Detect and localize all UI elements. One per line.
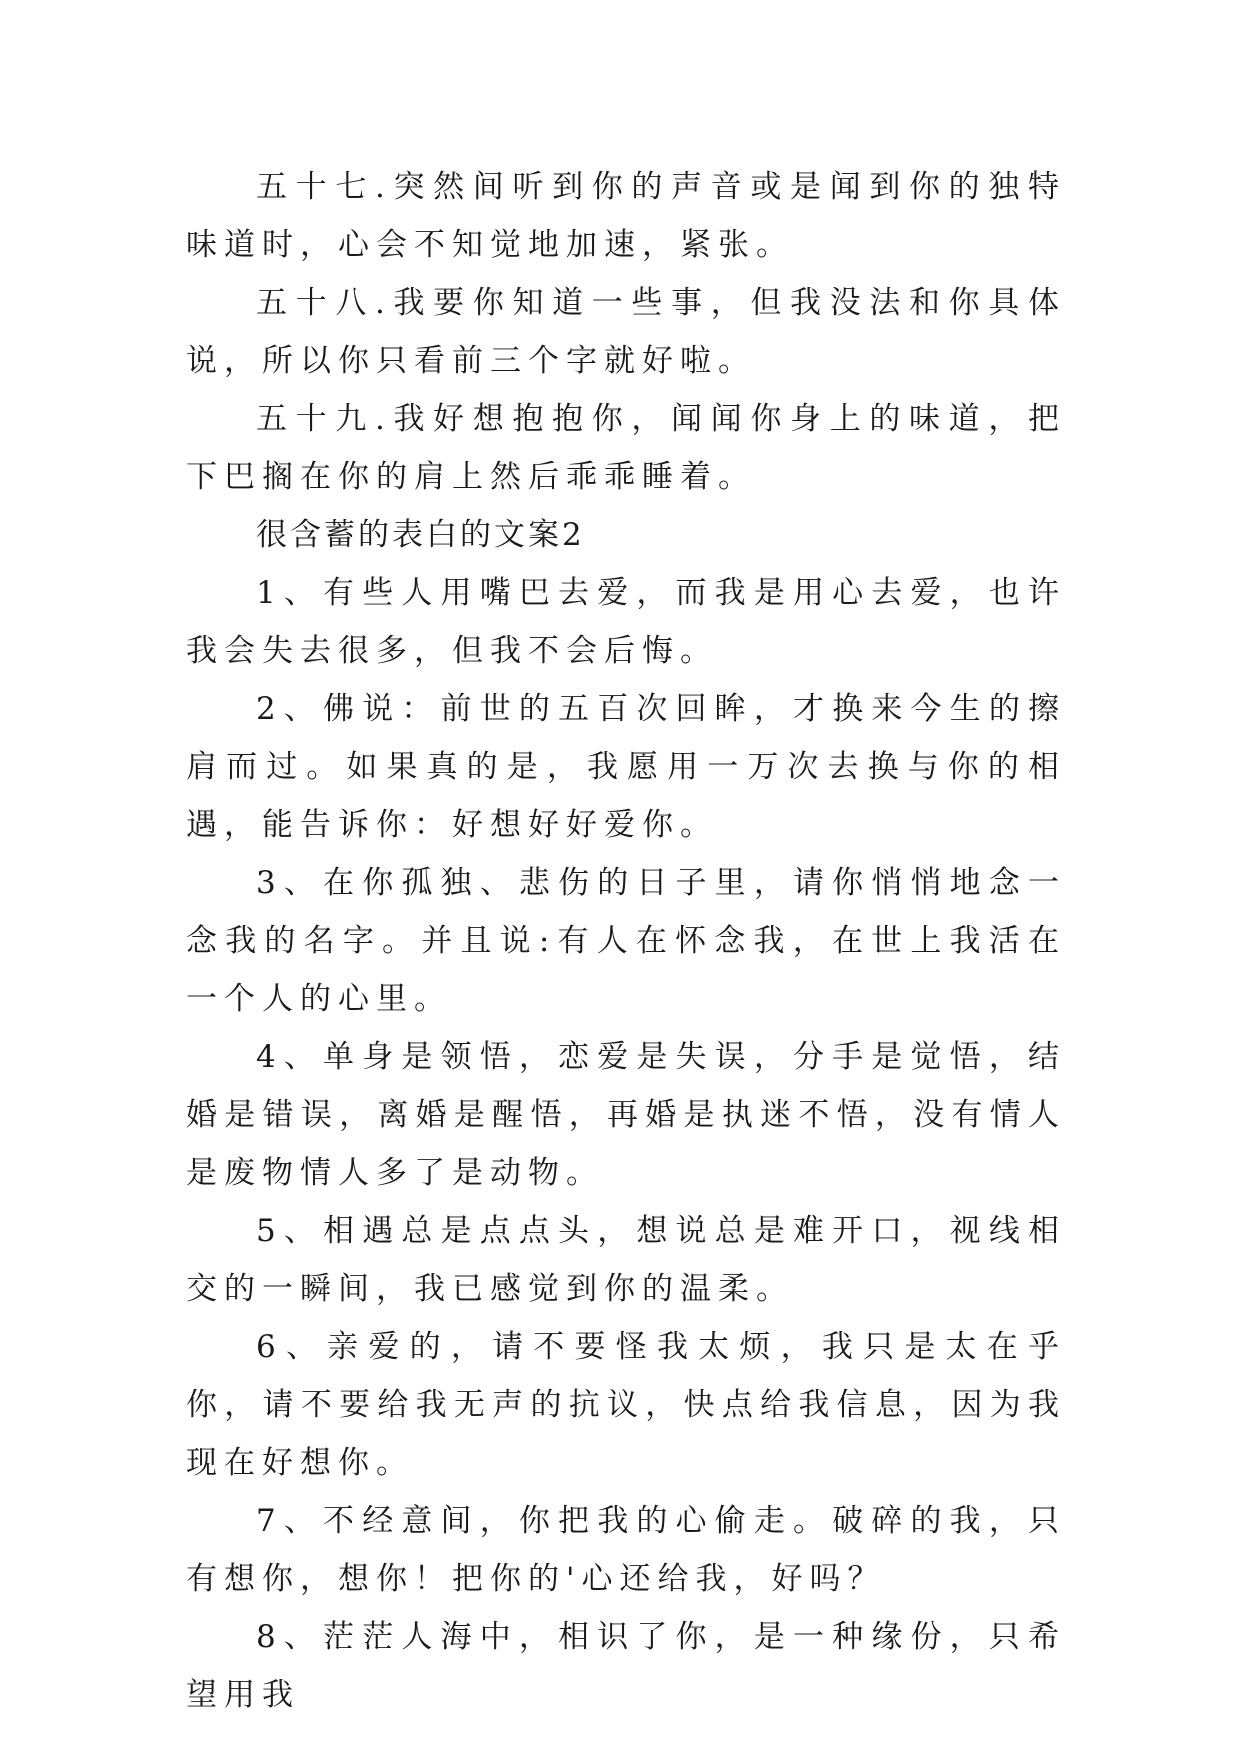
paragraph-57: 五十七.突然间听到你的声音或是闻到你的独特味道时，心会不知觉地加速，紧张。 — [186, 169, 1066, 263]
list-item-8: 8、茫茫人海中，相识了你，是一种缘份，只希望用我 — [186, 1619, 1066, 1713]
section-heading: 很含蓄的表白的文案2 — [256, 517, 585, 553]
list-item-5: 5、相遇总是点点头，想说总是难开口，视线相交的一瞬间，我已感觉到你的温柔。 — [186, 1213, 1066, 1307]
paragraph-59: 五十九.我好想抱抱你，闻闻你身上的味道，把下巴搁在你的肩上然后乖乖睡着。 — [186, 401, 1066, 495]
list-item-6: 6、亲爱的，请不要怪我太烦，我只是太在乎你，请不要给我无声的抗议，快点给我信息，因为我现在好想你。 — [186, 1329, 1066, 1481]
list-item-2: 2、佛说：前世的五百次回眸，才换来今生的擦肩而过。如果真的是，我愿用一万次去换与你的相遇，能告诉你：好想好好爱你。 — [186, 691, 1066, 843]
list-item-4: 4、单身是领悟，恋爱是失误，分手是觉悟，结婚是错误，离婚是醒悟，再婚是执迷不悟，没有情人是废物情人多了是动物。 — [186, 1039, 1066, 1191]
list-item-1: 1、有些人用嘴巴去爱，而我是用心去爱，也许我会失去很多，但我不会后悔。 — [186, 575, 1066, 669]
paragraph-58: 五十八.我要你知道一些事，但我没法和你具体说，所以你只看前三个字就好啦。 — [186, 285, 1066, 379]
list-item-3: 3、在你孤独、悲伤的日子里，请你悄悄地念一念我的名字。并且说:有人在怀念我，在世上我活在一个人的心里。 — [186, 865, 1066, 1017]
list-item-7: 7、不经意间，你把我的心偷走。破碎的我，只有想你，想你！把你的'心还给我，好吗？ — [186, 1503, 1066, 1597]
document-body — [186, 158, 1066, 1724]
